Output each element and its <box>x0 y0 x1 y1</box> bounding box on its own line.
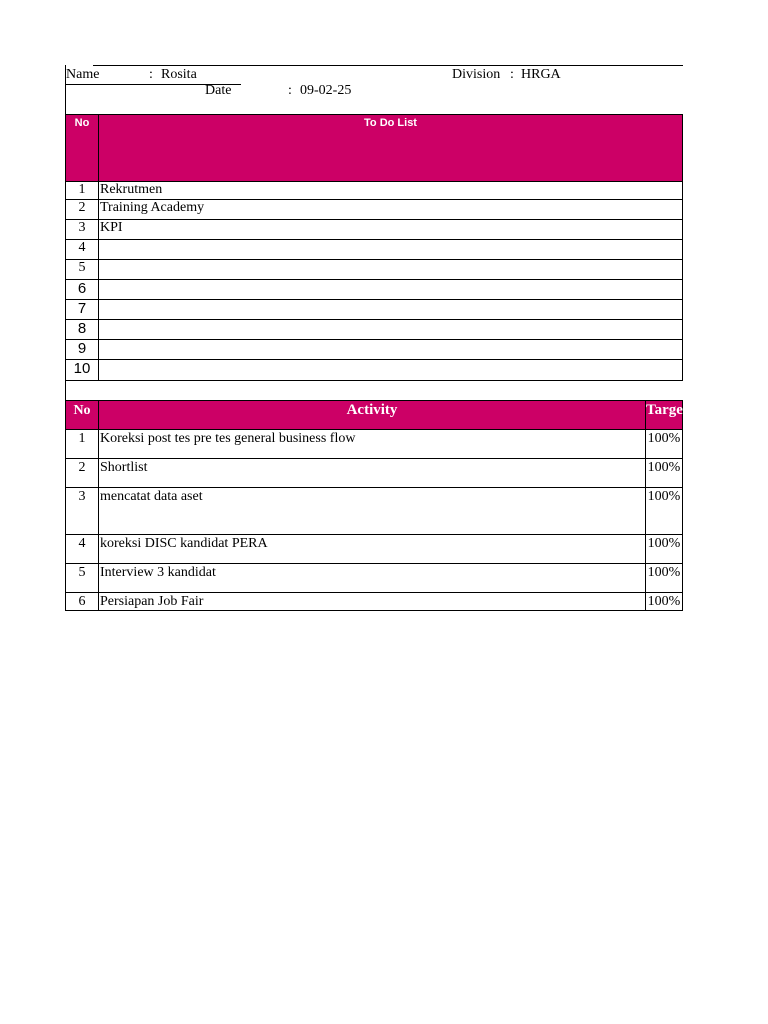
todo-row-number: 4 <box>66 240 99 259</box>
activity-row-text: Koreksi post tes pre tes general business flow <box>99 430 646 458</box>
activity-row-target: 100% <box>647 565 681 580</box>
activity-row-number: 4 <box>66 535 99 563</box>
activity-header <box>65 400 688 430</box>
activity-row-text: Interview 3 kandidat <box>99 564 646 592</box>
division-value: HRGA <box>521 67 561 82</box>
todo-row-number: 2 <box>66 200 99 219</box>
todo-row <box>65 340 683 360</box>
todo-row <box>65 260 683 280</box>
activity-row-target: 100% <box>647 536 681 551</box>
header-top-line <box>268 65 683 66</box>
activity-no-header: No <box>66 401 99 429</box>
todo-row <box>65 200 683 220</box>
date-value: 09-02-25 <box>300 83 352 98</box>
todo-row-number: 1 <box>66 182 99 199</box>
activity-row-target: 100% <box>647 489 681 504</box>
activity-row-number: 1 <box>66 430 99 458</box>
activity-row-text: Shortlist <box>99 459 646 487</box>
header-top-line-left <box>93 65 269 66</box>
todo-row-number: 8 <box>66 320 99 339</box>
activity-row-number: 3 <box>66 488 99 534</box>
todo-row <box>65 220 683 240</box>
target-header: Target <box>646 402 688 418</box>
todo-row-number: 6 <box>66 280 99 299</box>
todo-row <box>65 300 683 320</box>
activity-row-target: 100% <box>647 460 681 475</box>
todo-row-item: KPI <box>100 220 123 235</box>
date-separator: : <box>288 83 292 98</box>
todo-row-number: 5 <box>66 260 99 279</box>
date-label: Date <box>205 83 232 98</box>
activity-row-number: 2 <box>66 459 99 487</box>
table-gap-border <box>65 380 66 400</box>
division-separator: : <box>510 67 514 82</box>
activity-row <box>65 535 683 564</box>
todo-row <box>65 320 683 340</box>
activity-row-number: 5 <box>66 564 99 592</box>
todo-header <box>65 114 683 182</box>
activity-row <box>65 564 683 593</box>
activity-row-text: koreksi DISC kandidat PERA <box>99 535 646 563</box>
activity-row <box>65 430 683 459</box>
activity-row-number: 6 <box>66 593 99 610</box>
todo-row <box>65 182 683 200</box>
activity-row <box>65 488 683 535</box>
activity-title-header: Activity <box>99 401 646 429</box>
name-value: Rosita <box>161 67 197 82</box>
activity-row <box>65 459 683 488</box>
activity-row-text: Persiapan Job Fair <box>99 593 646 610</box>
todo-row-item: Training Academy <box>100 200 205 215</box>
activity-row-target: 100% <box>647 594 681 609</box>
name-separator: : <box>149 67 153 82</box>
todo-no-header: No <box>66 115 99 181</box>
activity-row <box>65 593 683 611</box>
todo-row-number: 3 <box>66 220 99 239</box>
activity-row-target: 100% <box>647 431 681 446</box>
todo-row-item: Rekrutmen <box>100 182 163 197</box>
todo-row-number: 9 <box>66 340 99 359</box>
todo-row-number: 7 <box>66 300 99 319</box>
todo-row <box>65 240 683 260</box>
division-label: Division <box>452 67 501 82</box>
activity-row-text: mencatat data aset <box>99 488 646 534</box>
todo-row <box>65 280 683 300</box>
name-label: Name <box>66 67 100 82</box>
todo-row-number: 10 <box>66 360 99 380</box>
todo-row <box>65 360 683 381</box>
todo-title: To Do List <box>364 117 417 129</box>
